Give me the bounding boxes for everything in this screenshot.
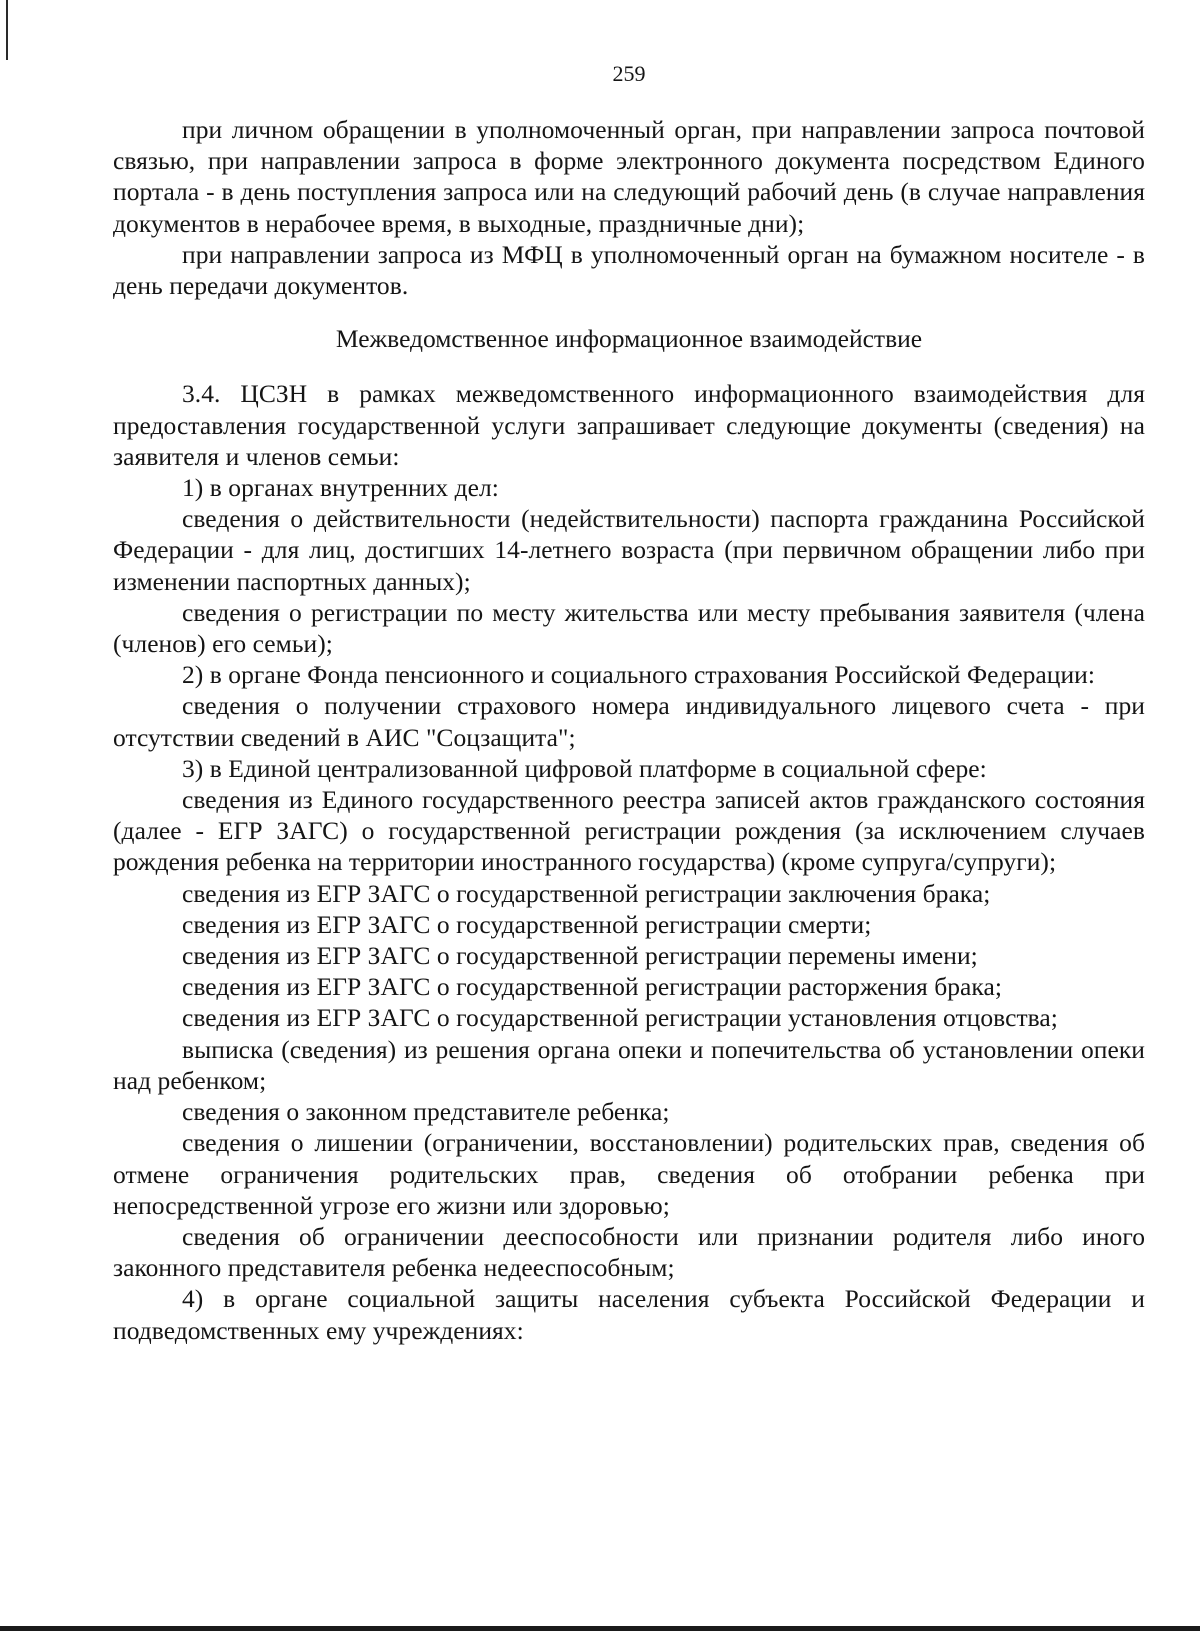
list-item: 1) в органах внутренних дел: xyxy=(182,473,499,503)
list-item: 2) в органе Фонда пенсионного и социального страхования Российской Федерации: xyxy=(182,660,1095,690)
scan-edge-left xyxy=(6,0,8,60)
list-item: 4) в органе социальной защиты населения субъекта Российской Федерации и подведомственных ему учреждениях: xyxy=(113,1284,1145,1345)
paragraph: сведения из Единого государственного реестра записей актов гражданского состояния (далее - ЕГР ЗАГС) о государственной регистрации рождения (за исключением случаев рождения ребенка на территории иностранного государства) (кроме супруга/супруги); xyxy=(113,785,1145,877)
paragraph: сведения об ограничении дееспособности или признании родителя либо иного законного представителя ребенка недееспособным; xyxy=(113,1221,1145,1283)
paragraph: сведения о действительности (недействительности) паспорта гражданина Российской Федерации - для лиц, достигших 14-летнего возраста (при первичном обращении либо при изменении паспортных данных); xyxy=(113,504,1145,596)
paragraph: сведения из ЕГР ЗАГС о государственной регистрации перемены имени; xyxy=(182,941,978,971)
paragraph: сведения о регистрации по месту жительства или месту пребывания заявителя (члена (членов) его семьи); xyxy=(113,597,1145,659)
list-item: 3) в Единой централизованной цифровой платформе в социальной сфере: xyxy=(182,753,987,783)
paragraph: выписка (сведения) из решения органа опеки и попечительства об установлении опеки над ребенком; xyxy=(113,1034,1145,1095)
paragraph: при направлении запроса из МФЦ в уполномоченный орган на бумажном носителе - в день передачи документов. xyxy=(113,239,1145,301)
paragraph: сведения из ЕГР ЗАГС о государственной регистрации расторжения брака; xyxy=(182,972,1002,1002)
paragraph: сведения о лишении (ограничении, восстановлении) родительских прав, сведения об отмене ограничения родительских прав, сведения об отобрании ребенка при непосредственной угрозе его жизни или здоровью; xyxy=(113,1128,1145,1220)
paragraph: 3.4. ЦСЗН в рамках межведомственного информационного взаимодействия для предоставления государственной услуги запрашивает следующие документы (сведения) на заявителя и членов семьи: xyxy=(113,379,1145,471)
paragraph: сведения о законном представителе ребенка; xyxy=(182,1097,670,1127)
document-page xyxy=(113,58,1145,1346)
section-heading: Межведомственное информационное взаимодействие xyxy=(335,324,923,354)
paragraph: при личном обращении в уполномоченный орган, при направлении запроса почтовой связью, при направлении запроса в форме электронного документа посредством Единого портала - в день поступления запроса или на следующий рабочий день (в случае направления документов в нерабочее время, в выходные, праздничные дни); xyxy=(113,115,1145,238)
scan-edge-bottom xyxy=(0,1626,1200,1631)
paragraph: сведения из ЕГР ЗАГС о государственной регистрации установления отцовства; xyxy=(182,1003,1058,1033)
paragraph: сведения из ЕГР ЗАГС о государственной регистрации смерти; xyxy=(182,909,872,939)
paragraph: сведения о получении страхового номера индивидуального лицевого счета - при отсутствии сведений в АИС "Соцзащита"; xyxy=(113,691,1145,752)
page-number: 259 xyxy=(612,61,646,86)
paragraph: сведения из ЕГР ЗАГС о государственной регистрации заключения брака; xyxy=(182,878,991,908)
